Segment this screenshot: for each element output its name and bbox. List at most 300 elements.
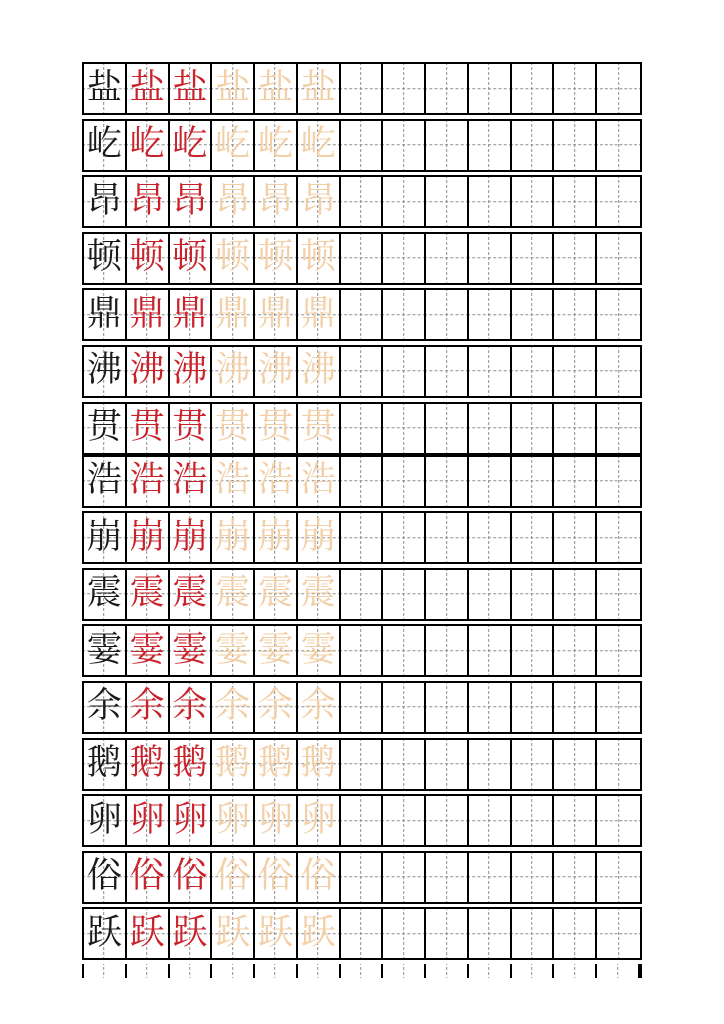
character-glyph: [469, 683, 510, 732]
character-glyph: 鹅: [172, 743, 208, 784]
practice-cell-blank[interactable]: [255, 964, 298, 978]
practice-cell-blank[interactable]: [512, 796, 555, 845]
practice-cell-bold[interactable]: [127, 457, 170, 506]
practice-cell-bold[interactable]: [170, 570, 213, 619]
practice-cell-blank[interactable]: [554, 796, 597, 845]
practice-cell-bold[interactable]: [127, 404, 170, 453]
practice-cell-blank[interactable]: [554, 177, 597, 226]
practice-cell-blank[interactable]: [426, 234, 469, 283]
practice-cell-blank[interactable]: [341, 796, 384, 845]
practice-cell-blank[interactable]: [341, 853, 384, 902]
practice-cell-trace[interactable]: [212, 909, 255, 958]
practice-cell-model[interactable]: [84, 853, 127, 902]
cell-vertical-guide-line: [403, 964, 404, 978]
practice-cell-trace[interactable]: [212, 626, 255, 675]
character-glyph: [426, 457, 467, 506]
practice-cell-blank[interactable]: [426, 740, 469, 789]
practice-cell-blank[interactable]: [554, 626, 597, 675]
practice-cell-blank[interactable]: [426, 513, 469, 562]
practice-cell-bold[interactable]: [170, 909, 213, 958]
practice-cell-blank[interactable]: [383, 626, 426, 675]
practice-cell-blank[interactable]: [554, 234, 597, 283]
practice-cell-trace[interactable]: [212, 404, 255, 453]
practice-cell-model[interactable]: [84, 404, 127, 453]
practice-cell-model[interactable]: [84, 909, 127, 958]
practice-cell-blank[interactable]: [512, 853, 555, 902]
practice-cell-blank[interactable]: [469, 626, 512, 675]
practice-cell-bold[interactable]: [127, 177, 170, 226]
character-glyph: 鼎: [172, 293, 208, 334]
practice-cell-blank[interactable]: [426, 121, 469, 170]
character-glyph: 昂: [86, 180, 122, 221]
character-glyph: 卵: [172, 799, 208, 840]
practice-cell-model[interactable]: [84, 626, 127, 675]
practice-cell-trace[interactable]: [255, 121, 298, 170]
practice-cell-model[interactable]: [84, 234, 127, 283]
practice-cell-trace[interactable]: [255, 404, 298, 453]
practice-cell-blank[interactable]: [341, 347, 384, 396]
practice-cell-trace[interactable]: [298, 457, 341, 506]
practice-row: [82, 175, 642, 228]
character-glyph: [426, 234, 467, 283]
practice-cell-trace[interactable]: [255, 683, 298, 732]
practice-cell-blank[interactable]: [383, 570, 426, 619]
practice-cell-blank[interactable]: [554, 404, 597, 453]
practice-cell-bold[interactable]: [127, 796, 170, 845]
character-glyph: 震: [300, 573, 336, 614]
practice-cell-bold[interactable]: [170, 513, 213, 562]
character-glyph: 屹: [257, 124, 293, 165]
practice-cell-blank[interactable]: [554, 740, 597, 789]
practice-cell-blank[interactable]: [426, 626, 469, 675]
practice-cell-blank[interactable]: [512, 234, 555, 283]
practice-cell-blank[interactable]: [554, 683, 597, 732]
character-glyph: 余: [86, 686, 122, 727]
practice-cell-blank[interactable]: [383, 853, 426, 902]
character-glyph: 浩: [86, 460, 122, 501]
practice-cell-model[interactable]: [84, 64, 127, 113]
practice-cell-model[interactable]: [84, 121, 127, 170]
practice-cell-blank[interactable]: [597, 964, 640, 978]
practice-cell-blank[interactable]: [597, 513, 640, 562]
practice-cell-blank[interactable]: [426, 457, 469, 506]
character-glyph: 俗: [129, 856, 165, 897]
practice-cell-bold[interactable]: [127, 234, 170, 283]
practice-cell-blank[interactable]: [383, 909, 426, 958]
practice-cell-blank[interactable]: [554, 909, 597, 958]
practice-cell-blank[interactable]: [597, 796, 640, 845]
practice-cell-blank[interactable]: [341, 513, 384, 562]
practice-cell-trace[interactable]: [255, 796, 298, 845]
character-glyph: [512, 740, 553, 789]
practice-cell-blank[interactable]: [469, 683, 512, 732]
character-glyph: [426, 64, 467, 113]
practice-cell-trace[interactable]: [212, 290, 255, 339]
practice-cell-trace[interactable]: [298, 796, 341, 845]
practice-cell-trace[interactable]: [212, 683, 255, 732]
character-glyph: [426, 570, 467, 619]
character-glyph: 顿: [172, 237, 208, 278]
practice-cell-blank[interactable]: [383, 404, 426, 453]
practice-cell-trace[interactable]: [212, 64, 255, 113]
practice-cell-trace[interactable]: [255, 347, 298, 396]
practice-cell-blank[interactable]: [469, 121, 512, 170]
practice-cell-model[interactable]: [84, 513, 127, 562]
practice-cell-blank[interactable]: [469, 964, 512, 978]
practice-cell-blank[interactable]: [170, 964, 213, 978]
practice-cell-blank[interactable]: [512, 404, 555, 453]
practice-cell-blank[interactable]: [554, 513, 597, 562]
practice-cell-blank[interactable]: [383, 964, 426, 978]
practice-cell-bold[interactable]: [127, 290, 170, 339]
practice-cell-blank[interactable]: [341, 234, 384, 283]
practice-cell-bold[interactable]: [127, 683, 170, 732]
character-glyph: 沸: [129, 350, 165, 391]
practice-cell-blank[interactable]: [469, 347, 512, 396]
practice-cell-trace[interactable]: [298, 683, 341, 732]
practice-cell-blank[interactable]: [383, 290, 426, 339]
practice-cell-blank[interactable]: [341, 626, 384, 675]
practice-cell-blank[interactable]: [597, 347, 640, 396]
practice-cell-blank[interactable]: [512, 290, 555, 339]
practice-cell-blank[interactable]: [512, 64, 555, 113]
character-glyph: [554, 853, 595, 902]
practice-cell-trace[interactable]: [212, 121, 255, 170]
practice-cell-blank[interactable]: [554, 290, 597, 339]
character-glyph: 卵: [86, 799, 122, 840]
practice-row: [82, 511, 642, 564]
practice-cell-blank[interactable]: [383, 683, 426, 732]
character-glyph: 昂: [215, 180, 251, 221]
character-glyph: [383, 234, 424, 283]
practice-cell-blank[interactable]: [512, 457, 555, 506]
practice-cell-blank[interactable]: [469, 64, 512, 113]
practice-cell-blank[interactable]: [383, 740, 426, 789]
practice-cell-blank[interactable]: [597, 570, 640, 619]
character-glyph: 盐: [300, 67, 336, 108]
practice-cell-blank[interactable]: [469, 177, 512, 226]
practice-cell-bold[interactable]: [170, 740, 213, 789]
character-glyph: [341, 404, 382, 453]
character-glyph: [383, 513, 424, 562]
character-glyph: 霎: [215, 629, 251, 670]
practice-cell-blank[interactable]: [469, 740, 512, 789]
practice-cell-blank[interactable]: [383, 121, 426, 170]
practice-cell-trace[interactable]: [255, 740, 298, 789]
practice-cell-blank[interactable]: [469, 290, 512, 339]
practice-cell-blank[interactable]: [469, 796, 512, 845]
practice-cell-trace[interactable]: [212, 570, 255, 619]
practice-cell-trace[interactable]: [298, 177, 341, 226]
practice-cell-bold[interactable]: [127, 853, 170, 902]
character-glyph: 贯: [172, 407, 208, 448]
practice-cell-trace[interactable]: [255, 909, 298, 958]
practice-cell-blank[interactable]: [597, 121, 640, 170]
practice-cell-trace[interactable]: [212, 234, 255, 283]
practice-cell-trace[interactable]: [255, 626, 298, 675]
practice-cell-bold[interactable]: [127, 513, 170, 562]
practice-cell-bold[interactable]: [127, 626, 170, 675]
cell-vertical-guide-line: [574, 964, 575, 978]
character-glyph: [341, 347, 382, 396]
character-glyph: [469, 457, 510, 506]
character-glyph: [597, 290, 640, 339]
practice-cell-blank[interactable]: [383, 64, 426, 113]
practice-cell-blank[interactable]: [341, 121, 384, 170]
practice-cell-blank[interactable]: [426, 683, 469, 732]
practice-cell-blank[interactable]: [597, 177, 640, 226]
character-glyph: 卵: [129, 799, 165, 840]
practice-row: [82, 624, 642, 677]
practice-cell-blank[interactable]: [341, 683, 384, 732]
practice-cell-bold[interactable]: [127, 570, 170, 619]
practice-cell-trace[interactable]: [212, 796, 255, 845]
practice-cell-trace[interactable]: [255, 570, 298, 619]
practice-row: [82, 402, 642, 455]
practice-cell-blank[interactable]: [127, 964, 170, 978]
practice-cell-blank[interactable]: [597, 626, 640, 675]
character-glyph: [469, 570, 510, 619]
practice-cell-blank[interactable]: [341, 290, 384, 339]
practice-cell-blank[interactable]: [212, 964, 255, 978]
practice-cell-trace[interactable]: [298, 64, 341, 113]
practice-cell-blank[interactable]: [597, 909, 640, 958]
practice-row-clipped: [82, 964, 642, 978]
practice-cell-model[interactable]: [84, 683, 127, 732]
practice-cell-blank[interactable]: [383, 347, 426, 396]
character-glyph: [554, 234, 595, 283]
practice-cell-blank[interactable]: [597, 290, 640, 339]
practice-cell-bold[interactable]: [170, 234, 213, 283]
practice-cell-blank[interactable]: [597, 404, 640, 453]
practice-cell-trace[interactable]: [298, 909, 341, 958]
character-glyph: [383, 290, 424, 339]
character-glyph: [512, 683, 553, 732]
practice-cell-blank[interactable]: [426, 64, 469, 113]
practice-cell-blank[interactable]: [512, 570, 555, 619]
character-glyph: 鼎: [300, 293, 336, 334]
practice-cell-trace[interactable]: [298, 234, 341, 283]
character-glyph: 跃: [172, 912, 208, 953]
practice-cell-trace[interactable]: [212, 177, 255, 226]
practice-cell-bold[interactable]: [170, 853, 213, 902]
practice-cell-blank[interactable]: [341, 64, 384, 113]
character-glyph: [597, 626, 640, 675]
character-glyph: [341, 234, 382, 283]
practice-cell-blank[interactable]: [512, 626, 555, 675]
practice-cell-blank[interactable]: [554, 121, 597, 170]
practice-cell-blank[interactable]: [469, 570, 512, 619]
practice-cell-trace[interactable]: [298, 853, 341, 902]
practice-cell-blank[interactable]: [512, 121, 555, 170]
practice-cell-bold[interactable]: [170, 177, 213, 226]
character-glyph: [597, 853, 640, 902]
character-glyph: [383, 909, 424, 958]
practice-cell-blank[interactable]: [426, 796, 469, 845]
practice-cell-blank[interactable]: [341, 964, 384, 978]
practice-cell-trace[interactable]: [298, 513, 341, 562]
character-glyph: [341, 513, 382, 562]
character-glyph: 崩: [86, 516, 122, 557]
practice-cell-blank[interactable]: [341, 909, 384, 958]
practice-cell-bold[interactable]: [127, 347, 170, 396]
cell-vertical-guide-line: [446, 964, 447, 978]
practice-cell-blank[interactable]: [512, 964, 555, 978]
character-glyph: [469, 796, 510, 845]
practice-cell-blank[interactable]: [383, 234, 426, 283]
practice-cell-trace[interactable]: [298, 347, 341, 396]
character-glyph: 卵: [257, 799, 293, 840]
character-glyph: [383, 570, 424, 619]
character-glyph: [426, 404, 467, 453]
practice-cell-blank[interactable]: [426, 347, 469, 396]
practice-cell-blank[interactable]: [597, 853, 640, 902]
character-glyph: [341, 177, 382, 226]
practice-cell-blank[interactable]: [426, 177, 469, 226]
practice-cell-bold[interactable]: [170, 626, 213, 675]
practice-cell-blank[interactable]: [84, 964, 127, 978]
practice-cell-blank[interactable]: [469, 457, 512, 506]
practice-cell-bold[interactable]: [127, 909, 170, 958]
character-glyph: [597, 404, 640, 453]
practice-cell-model[interactable]: [84, 347, 127, 396]
practice-cell-model[interactable]: [84, 740, 127, 789]
character-glyph: [597, 740, 640, 789]
practice-cell-blank[interactable]: [383, 513, 426, 562]
character-glyph: 鹅: [300, 743, 336, 784]
practice-cell-blank[interactable]: [469, 234, 512, 283]
cell-vertical-guide-line: [232, 964, 233, 978]
character-glyph: [554, 347, 595, 396]
practice-cell-blank[interactable]: [426, 853, 469, 902]
practice-cell-trace[interactable]: [255, 457, 298, 506]
practice-cell-trace[interactable]: [212, 513, 255, 562]
practice-row: [82, 455, 642, 508]
practice-cell-blank[interactable]: [469, 853, 512, 902]
practice-cell-model[interactable]: [84, 796, 127, 845]
character-glyph: [597, 347, 640, 396]
character-glyph: [512, 457, 553, 506]
practice-cell-trace[interactable]: [255, 290, 298, 339]
practice-cell-trace[interactable]: [212, 853, 255, 902]
practice-cell-blank[interactable]: [512, 683, 555, 732]
practice-cell-blank[interactable]: [383, 457, 426, 506]
practice-cell-blank[interactable]: [469, 513, 512, 562]
practice-cell-trace[interactable]: [212, 347, 255, 396]
practice-cell-blank[interactable]: [383, 796, 426, 845]
practice-cell-bold[interactable]: [170, 64, 213, 113]
practice-cell-trace[interactable]: [255, 853, 298, 902]
practice-cell-trace[interactable]: [298, 290, 341, 339]
practice-cell-trace[interactable]: [212, 740, 255, 789]
practice-cell-blank[interactable]: [512, 513, 555, 562]
practice-cell-bold[interactable]: [127, 121, 170, 170]
character-glyph: 崩: [129, 516, 165, 557]
practice-cell-bold[interactable]: [170, 683, 213, 732]
practice-cell-trace[interactable]: [255, 513, 298, 562]
practice-cell-bold[interactable]: [170, 347, 213, 396]
practice-cell-trace[interactable]: [298, 404, 341, 453]
cell-vertical-guide-line: [275, 964, 276, 978]
character-glyph: [341, 290, 382, 339]
practice-cell-blank[interactable]: [597, 457, 640, 506]
practice-sheet: [82, 62, 642, 978]
practice-cell-bold[interactable]: [127, 64, 170, 113]
practice-cell-bold[interactable]: [127, 740, 170, 789]
practice-cell-blank[interactable]: [383, 177, 426, 226]
practice-cell-blank[interactable]: [341, 570, 384, 619]
practice-cell-bold[interactable]: [170, 121, 213, 170]
practice-cell-trace[interactable]: [298, 121, 341, 170]
character-glyph: 顿: [300, 237, 336, 278]
practice-cell-bold[interactable]: [170, 796, 213, 845]
practice-cell-blank[interactable]: [597, 64, 640, 113]
practice-cell-blank[interactable]: [426, 570, 469, 619]
practice-cell-blank[interactable]: [597, 683, 640, 732]
practice-cell-blank[interactable]: [597, 234, 640, 283]
practice-cell-blank[interactable]: [426, 964, 469, 978]
practice-cell-blank[interactable]: [469, 909, 512, 958]
practice-cell-blank[interactable]: [554, 964, 597, 978]
practice-cell-blank[interactable]: [597, 740, 640, 789]
practice-cell-blank[interactable]: [512, 347, 555, 396]
practice-cell-blank[interactable]: [512, 177, 555, 226]
character-glyph: [597, 64, 640, 113]
practice-cell-blank[interactable]: [469, 404, 512, 453]
practice-cell-blank[interactable]: [554, 853, 597, 902]
character-glyph: 昂: [257, 180, 293, 221]
practice-cell-trace[interactable]: [298, 740, 341, 789]
character-glyph: [554, 626, 595, 675]
practice-cell-blank[interactable]: [512, 740, 555, 789]
practice-cell-bold[interactable]: [170, 457, 213, 506]
character-glyph: 余: [300, 686, 336, 727]
practice-cell-trace[interactable]: [255, 234, 298, 283]
practice-cell-blank[interactable]: [341, 404, 384, 453]
practice-cell-blank[interactable]: [426, 290, 469, 339]
practice-cell-blank[interactable]: [341, 740, 384, 789]
practice-cell-blank[interactable]: [554, 457, 597, 506]
character-glyph: 贯: [129, 407, 165, 448]
practice-cell-model[interactable]: [84, 290, 127, 339]
character-glyph: [426, 513, 467, 562]
character-glyph: [554, 457, 595, 506]
practice-cell-model[interactable]: [84, 177, 127, 226]
practice-cell-trace[interactable]: [298, 570, 341, 619]
practice-cell-trace[interactable]: [212, 457, 255, 506]
practice-cell-blank[interactable]: [298, 964, 341, 978]
practice-cell-blank[interactable]: [341, 457, 384, 506]
practice-cell-trace[interactable]: [255, 177, 298, 226]
practice-cell-trace[interactable]: [298, 626, 341, 675]
practice-cell-blank[interactable]: [426, 909, 469, 958]
practice-cell-bold[interactable]: [170, 404, 213, 453]
practice-cell-blank[interactable]: [341, 177, 384, 226]
practice-cell-bold[interactable]: [170, 290, 213, 339]
practice-cell-blank[interactable]: [512, 909, 555, 958]
practice-cell-blank[interactable]: [554, 347, 597, 396]
practice-cell-trace[interactable]: [255, 64, 298, 113]
character-glyph: 沸: [215, 350, 251, 391]
cell-vertical-guide-line: [617, 964, 618, 978]
character-glyph: 跃: [215, 912, 251, 953]
practice-cell-model[interactable]: [84, 457, 127, 506]
practice-cell-model[interactable]: [84, 570, 127, 619]
character-glyph: 屹: [172, 124, 208, 165]
practice-cell-blank[interactable]: [554, 570, 597, 619]
practice-cell-blank[interactable]: [554, 64, 597, 113]
practice-cell-blank[interactable]: [426, 404, 469, 453]
